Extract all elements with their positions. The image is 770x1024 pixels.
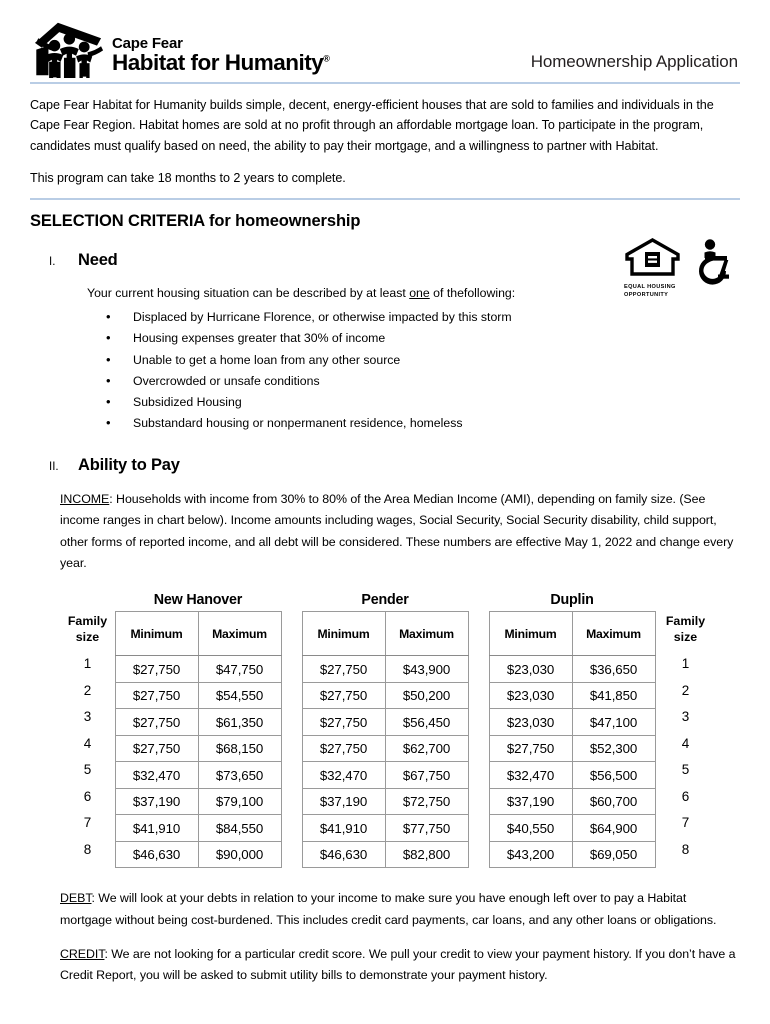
family-size-value: 7 [681, 815, 690, 831]
cell-maximum: $84,550 [198, 815, 281, 842]
cell-minimum: $40,550 [489, 815, 572, 842]
cell-minimum: $32,470 [489, 762, 572, 789]
table-row [302, 682, 468, 709]
debt-body: : We will look at your debts in relation to your income to make sure you have enough left over to pay a Habitat mortgage without being cost-burdened. This includes credit card payments, car loans, and any other loans or obligations. [60, 891, 717, 927]
habitat-logo [30, 8, 329, 78]
income-table [302, 611, 469, 868]
family-size-header-left: Family size [67, 614, 108, 644]
income-label: INCOME [60, 492, 110, 507]
cell-minimum: $37,190 [489, 788, 572, 815]
wheelchair-accessibility-icon [691, 238, 737, 286]
family-size-value: 2 [83, 682, 92, 698]
list-item: • Subsidized Housing [87, 392, 740, 413]
table-row [489, 656, 655, 683]
cell-maximum: $47,100 [572, 709, 655, 736]
equal-housing-opportunity-logo [624, 238, 681, 299]
cell-minimum: $41,910 [115, 815, 198, 842]
cell-maximum: $72,750 [385, 788, 468, 815]
family-size-value: 6 [83, 788, 92, 804]
cell-maximum: $41,850 [572, 682, 655, 709]
cell-maximum: $64,900 [572, 815, 655, 842]
cell-maximum: $73,650 [198, 762, 281, 789]
table-row [302, 815, 468, 842]
section-need-numeral: I. [49, 255, 56, 268]
county-table-duplin [489, 592, 656, 868]
intro-text [30, 95, 740, 189]
need-lead-in: Your current housing situation can be described by at least one of thefollowing: [87, 285, 516, 300]
table-row [302, 656, 468, 683]
credit-paragraph [60, 944, 740, 987]
cell-maximum: $61,350 [198, 709, 281, 736]
family-size-value: 3 [83, 709, 92, 725]
document-header [30, 0, 740, 78]
credit-body: : We are not looking for a particular credit score. We pull your credit to view your payment history. If you don’t have a Credit Report, you will be asked to submit utility bills to demonstrate your payment history. [60, 946, 736, 983]
cell-minimum: $37,190 [115, 788, 198, 815]
family-size-value: 1 [681, 656, 690, 672]
habitat-roof-and-people-icon [30, 20, 106, 78]
column-header-minimum: Minimum [302, 612, 385, 656]
cell-minimum: $43,200 [489, 841, 572, 868]
cell-maximum: $43,900 [385, 656, 468, 683]
table-row [489, 709, 655, 736]
family-size-column-left [63, 592, 115, 863]
logo-badges [624, 238, 737, 299]
family-size-value: 4 [83, 735, 92, 751]
table-row [489, 841, 655, 868]
need-bullet-list [87, 307, 740, 434]
table-row [489, 682, 655, 709]
cell-minimum: $32,470 [115, 762, 198, 789]
cell-minimum: $23,030 [489, 656, 572, 683]
cell-maximum: $69,050 [572, 841, 655, 868]
table-row [115, 682, 281, 709]
family-size-value: 1 [83, 656, 92, 672]
column-header-minimum: Minimum [489, 612, 572, 656]
cell-minimum: $46,630 [115, 841, 198, 868]
column-header-minimum: Minimum [115, 612, 198, 656]
cell-maximum: $47,750 [198, 656, 281, 683]
family-size-value: 5 [681, 762, 690, 778]
need-content [87, 284, 740, 435]
list-item: • Unable to get a home loan from any other source [87, 350, 740, 371]
debt-label: DEBT [60, 891, 92, 906]
section-ability-to-pay [30, 456, 740, 475]
family-size-header-right: Family size [665, 614, 706, 644]
family-size-value: 5 [83, 762, 92, 778]
table-row [489, 815, 655, 842]
section-need-heading: Need [78, 250, 118, 269]
table-row [489, 788, 655, 815]
cell-minimum: $37,190 [302, 788, 385, 815]
cell-minimum: $27,750 [489, 735, 572, 762]
equal-housing-text-line2: OPPORTUNITY [624, 291, 669, 298]
cell-minimum: $32,470 [302, 762, 385, 789]
list-item: • Displaced by Hurricane Florence, or otherwise impacted by this storm [87, 307, 740, 328]
cell-minimum: $27,750 [302, 682, 385, 709]
cell-minimum: $27,750 [115, 735, 198, 762]
header-divider [30, 82, 740, 84]
debt-paragraph [60, 888, 740, 931]
cell-maximum: $67,750 [385, 762, 468, 789]
section-ability-numeral: II. [49, 461, 59, 474]
cell-minimum: $27,750 [115, 656, 198, 683]
column-header-maximum: Maximum [385, 612, 468, 656]
table-row [489, 735, 655, 762]
cell-minimum: $27,750 [302, 709, 385, 736]
bottom-notes [60, 888, 740, 986]
cell-maximum: $56,450 [385, 709, 468, 736]
cell-minimum: $41,910 [302, 815, 385, 842]
cell-minimum: $27,750 [302, 735, 385, 762]
registered-mark: ® [323, 53, 330, 64]
cell-maximum: $54,550 [198, 682, 281, 709]
cell-minimum: $27,750 [115, 709, 198, 736]
column-header-maximum: Maximum [198, 612, 281, 656]
section-divider [30, 198, 740, 200]
cell-minimum: $23,030 [489, 709, 572, 736]
cell-maximum: $60,700 [572, 788, 655, 815]
income-table [115, 611, 282, 868]
cell-maximum: $50,200 [385, 682, 468, 709]
list-item: • Housing expenses greater that 30% of income [87, 328, 740, 349]
table-row [115, 735, 281, 762]
cell-maximum: $68,150 [198, 735, 281, 762]
family-size-value: 4 [681, 735, 690, 751]
cell-maximum: $56,500 [572, 762, 655, 789]
table-row [302, 709, 468, 736]
intro-paragraph-1: Cape Fear Habitat for Humanity builds simple, decent, energy-efficient houses that are sold to families and individuals in the Cape Fear Region. Habitat homes are sold at no profit through an affordable mortgage loan. To participate in the program, candidates must qualify based on need, the ability to pay their mortgage, and a willingness to partner with Habitat. [30, 98, 714, 153]
intro-paragraph-2: This program can take 18 months to 2 years to complete. [30, 171, 346, 186]
page-title: Homeownership Application [530, 52, 738, 71]
county-table-pender [302, 592, 469, 868]
income-table [489, 611, 656, 868]
family-size-value: 2 [681, 682, 690, 698]
cell-minimum: $27,750 [302, 656, 385, 683]
cell-maximum: $90,000 [198, 841, 281, 868]
county-title: Pender [361, 592, 409, 609]
income-body: : Households with income from 30% to 80% of the Area Median Income (AMI), depending on family size. (See income ranges in chart below). Income amounts including wages, Social Security, Social Security disability, child support, other forms of reported income, and all debt will be considered. These numbers are effective May 1, 2022 and change every year. [60, 492, 734, 571]
income-paragraph [60, 489, 740, 574]
income-ranges-table-group [30, 592, 740, 868]
list-item: • Overcrowded or unsafe conditions [87, 371, 740, 392]
table-row [302, 735, 468, 762]
table-row [302, 841, 468, 868]
credit-label: CREDIT [60, 946, 105, 961]
logo-line-cape-fear: Cape Fear [112, 34, 183, 52]
family-size-value: 8 [681, 841, 690, 857]
list-item: • Substandard housing or nonpermanent residence, homeless [87, 413, 740, 434]
cell-maximum: $82,800 [385, 841, 468, 868]
county-table-new-hanover [115, 592, 282, 868]
county-title: Duplin [550, 592, 594, 609]
family-size-value: 8 [83, 841, 92, 857]
table-row [115, 815, 281, 842]
cell-minimum: $23,030 [489, 682, 572, 709]
table-row [489, 762, 655, 789]
need-lead-in-emphasis: one [409, 285, 430, 300]
family-size-value: 7 [83, 815, 92, 831]
column-header-maximum: Maximum [572, 612, 655, 656]
table-row [115, 656, 281, 683]
cell-maximum: $36,650 [572, 656, 655, 683]
selection-criteria-heading: SELECTION CRITERIA for homeownership [30, 211, 361, 230]
family-size-value: 3 [681, 709, 690, 725]
table-row [302, 788, 468, 815]
section-ability-heading: Ability to Pay [78, 456, 180, 475]
equal-housing-text-line1: EQUAL HOUSING [624, 284, 676, 290]
cell-maximum: $52,300 [572, 735, 655, 762]
cell-minimum: $27,750 [115, 682, 198, 709]
table-row [115, 841, 281, 868]
table-row [115, 788, 281, 815]
table-row [115, 709, 281, 736]
cell-maximum: $77,750 [385, 815, 468, 842]
family-size-value: 6 [681, 788, 690, 804]
cell-minimum: $46,630 [302, 841, 385, 868]
table-row [302, 762, 468, 789]
cell-maximum: $62,700 [385, 735, 468, 762]
family-size-column-right [656, 592, 708, 863]
table-row [115, 762, 281, 789]
cell-maximum: $79,100 [198, 788, 281, 815]
logo-line-habitat: Habitat for Humanity® [112, 50, 330, 76]
county-title: New Hanover [153, 592, 243, 609]
